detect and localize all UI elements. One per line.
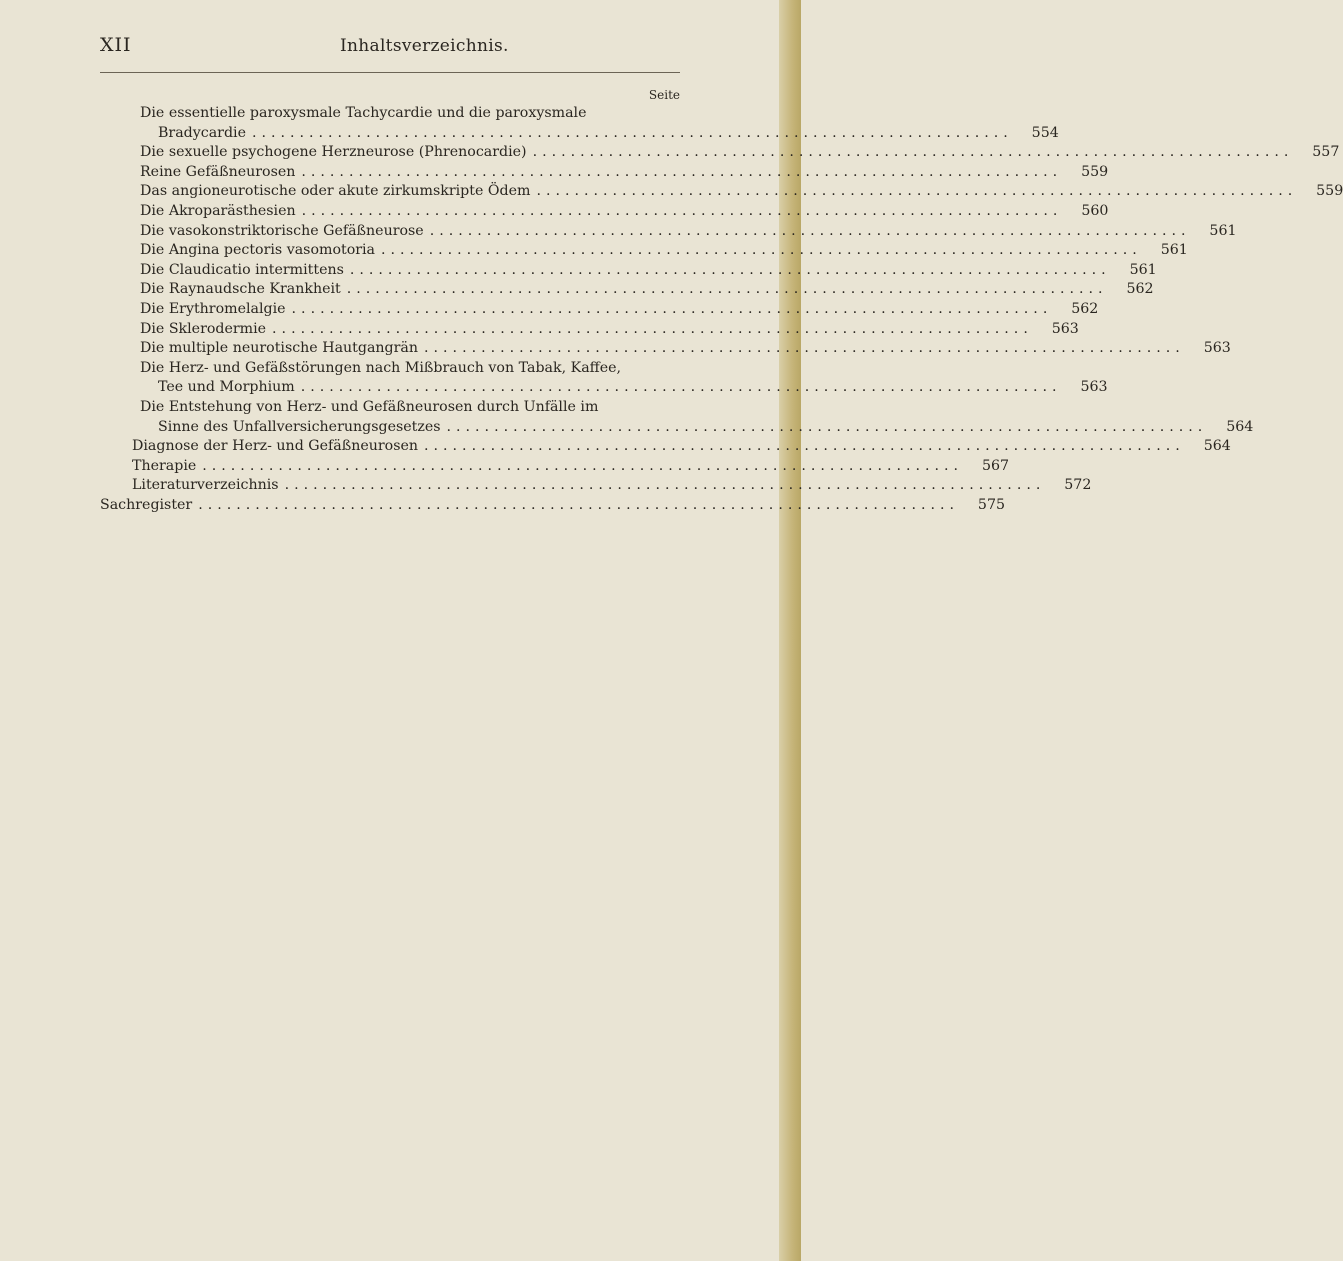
- leader-dots: ................................................................................: [284, 477, 1046, 494]
- toc-entry-page: 575: [977, 496, 1006, 513]
- leader-dots: ................................................................................: [424, 438, 1185, 455]
- leader-dots: ................................................................................: [532, 144, 1294, 161]
- toc-entry-title: Reine Gefäßneurosen: [140, 163, 296, 180]
- toc-entry-title: Die Claudicatio intermittens: [140, 261, 344, 278]
- toc-entry-title: Die Akroparästhesien: [140, 202, 296, 219]
- leader-dots: ................................................................................: [251, 124, 1013, 141]
- toc-entry: [100, 457, 1010, 477]
- toc-entry: [100, 261, 1157, 281]
- toc-entry-page: 559: [1081, 163, 1109, 180]
- leader-dots: ................................................................................: [381, 242, 1142, 259]
- toc-entry-page: 564: [1203, 438, 1231, 455]
- toc-entry: [100, 104, 1059, 143]
- toc-entry-title: Das angioneurotische oder akute zirkumskripte Ödem: [140, 183, 531, 200]
- toc-entry: [100, 359, 1108, 398]
- toc-entry-page: 561: [1129, 261, 1157, 278]
- toc-entry-title: Die Angina pectoris vasomotoria: [140, 242, 376, 259]
- toc-entry-title: Die Raynaudsche Krankheit: [140, 281, 341, 298]
- toc-entry-title: Die multiple neurotische Hautgangrän: [140, 340, 419, 357]
- toc-entry-title: Die sexuelle psychogene Herzneurose (Phrenocardie): [140, 144, 527, 161]
- toc-entry-page: 572: [1064, 477, 1092, 494]
- toc-entry: [100, 320, 1079, 340]
- toc-entry-title: Die Herz- und Gefäßstörungen nach Mißbrauch von Tabak, Kaffee,: [140, 359, 622, 376]
- toc-entry: [100, 143, 1340, 163]
- leader-dots: ................................................................................: [424, 340, 1185, 357]
- leader-dots: ................................................................................: [202, 457, 964, 474]
- toc-entry-title: Die Entstehung von Herz- und Gefäßneurosen durch Unfälle im: [140, 398, 599, 415]
- toc-entry-title: Die Sklerodermie: [140, 320, 267, 337]
- leader-dots: ................................................................................: [536, 183, 1298, 200]
- header-rule: [100, 72, 680, 73]
- leader-dots: ................................................................................: [346, 281, 1108, 298]
- toc-entry-page: 560: [1081, 202, 1109, 219]
- toc-entry: [100, 339, 1231, 359]
- toc-entry: [100, 182, 1343, 202]
- leader-dots: ................................................................................: [301, 163, 1063, 180]
- toc-entry-title: Die essentielle paroxysmale Tachycardie und die paroxysmale: [140, 105, 587, 121]
- leader-dots: ................................................................................: [446, 418, 1208, 435]
- toc-entry-title: Sachregister: [100, 496, 193, 513]
- toc-entry: [100, 476, 1092, 496]
- leader-dots: ................................................................................: [291, 300, 1053, 317]
- leader-dots: ................................................................................: [300, 379, 1062, 396]
- toc-entry-page: 563: [1080, 379, 1108, 396]
- toc-entry-title: Therapie: [132, 457, 197, 474]
- toc-entry-page: 563: [1051, 320, 1079, 337]
- toc-entry: [100, 241, 1188, 261]
- toc-entry: [100, 437, 1231, 457]
- toc-entry: [100, 280, 1154, 300]
- toc-entry: [100, 496, 1006, 516]
- leader-dots: ................................................................................: [349, 261, 1111, 278]
- leader-dots: ................................................................................: [272, 320, 1033, 337]
- toc-entry-page: 559: [1316, 183, 1343, 200]
- toc-entry: [100, 202, 1109, 222]
- toc-entry-page: 563: [1203, 340, 1231, 357]
- leader-dots: ................................................................................: [198, 496, 960, 513]
- toc-entry-title: Bradycardie: [158, 124, 246, 141]
- running-title: Inhaltsverzeichnis.: [340, 36, 509, 56]
- page-number: XII: [100, 34, 132, 56]
- page-column-label: Seite: [648, 88, 680, 102]
- toc-entry: [100, 163, 1109, 183]
- toc-entry-title: Tee und Morphium: [158, 379, 295, 396]
- page-header: [100, 34, 700, 64]
- toc-entry-page: 562: [1126, 281, 1154, 298]
- toc-entry-page: 554: [1031, 124, 1059, 141]
- toc-entry-page: 564: [1226, 418, 1254, 435]
- toc-entry: [100, 222, 1237, 242]
- toc-entry-title: Die Erythromelalgie: [140, 300, 286, 317]
- toc-entry-page: 561: [1209, 222, 1237, 239]
- toc-entry-page: 557: [1312, 144, 1340, 161]
- toc-entry-title: Die vasokonstriktorische Gefäßneurose: [140, 222, 424, 239]
- toc-entry: [100, 300, 1099, 320]
- table-of-contents: [100, 104, 1343, 515]
- toc-entry-title: Literaturverzeichnis: [132, 477, 279, 494]
- toc-entry: [100, 398, 1254, 437]
- toc-entry-title: Diagnose der Herz- und Gefäßneurosen: [132, 438, 419, 455]
- leader-dots: ................................................................................: [301, 202, 1063, 219]
- toc-entry-page: 567: [981, 457, 1010, 474]
- toc-entry-page: 561: [1160, 242, 1188, 259]
- toc-entry-page: 562: [1071, 300, 1099, 317]
- toc-entry-title: Sinne des Unfallversicherungsgesetzes: [158, 418, 441, 435]
- leader-dots: ................................................................................: [429, 222, 1191, 239]
